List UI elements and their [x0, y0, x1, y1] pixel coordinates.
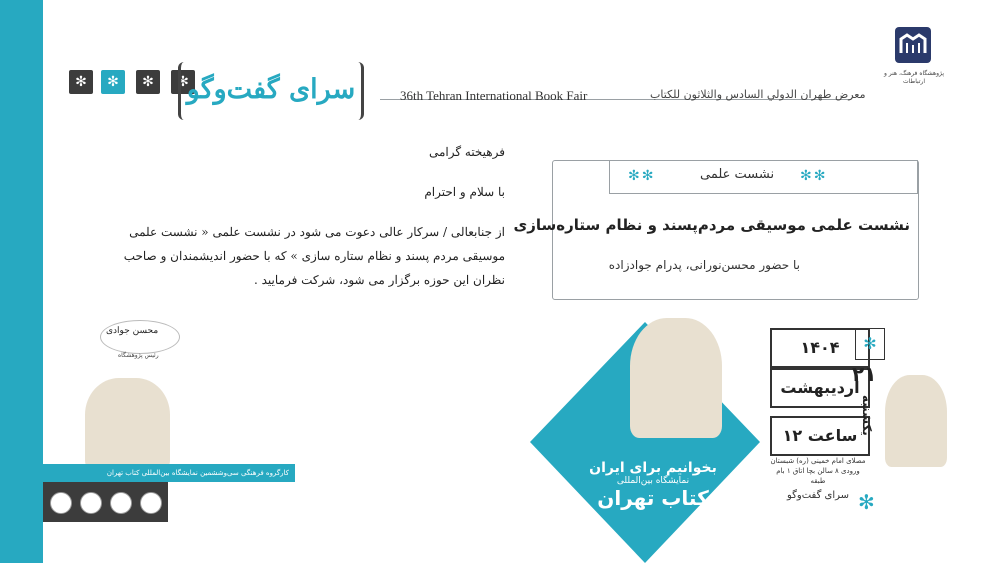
snowflake-icon: ✻✻ — [628, 168, 656, 184]
partner-logo-icon — [80, 492, 102, 514]
left-accent-bar — [0, 0, 43, 563]
event-tag: نشست علمی — [700, 167, 775, 182]
letter-body: از جنابعالی / سرکار عالی دعوت می شود در نشست علمی « نشست علمی موسیقی مردم پسند و نظام ستاره سازی » که با حضور اندیشمندان و صاحب نظران این حوزه برگزار می شود، شرکت فرمایید . — [123, 225, 505, 287]
slogan-line2: نمایشگاه بین‌المللی — [616, 476, 690, 486]
invitation-letter — [105, 140, 505, 308]
snowflake-icon: ✻ — [858, 490, 877, 514]
snowflake-icon: ✻ — [101, 70, 125, 94]
event-venue: مصلای امام خمینی (ره) شبستان ورودی ۸ سالن بچا اتاق ۱ بام طبقه — [770, 457, 866, 485]
event-speakers: با حضور محسن‌نورانی، پدرام جوادزاده — [608, 258, 800, 272]
time-box: ساعت ۱۲ — [770, 416, 870, 456]
fair-title-english: 36th Tehran International Book Fair — [400, 88, 588, 103]
signature-title: رئیس پژوهشگاه — [118, 352, 159, 359]
miniature-figure-right — [885, 375, 947, 467]
fair-title-persian: معرض طهران الدولي السادس والثلاثون للكتاب — [650, 88, 866, 101]
logo-caption: پژوهشگاه فرهنگ، هنر و ارتباطات — [883, 70, 945, 85]
institute-logo-icon — [893, 25, 933, 65]
miniature-figures — [85, 378, 170, 470]
footer-strip: کارگروه فرهنگی سی‌وششمین نمایشگاه بین‌المللی کتاب تهران — [43, 464, 295, 482]
event-salon: سرای گفت‌وگو — [786, 490, 850, 501]
snowflake-icon: ✻ — [855, 328, 885, 360]
snowflake-icon: ✻ — [171, 70, 195, 94]
year-box: ۱۴۰۴ — [770, 328, 870, 368]
weekday: یکشنبه — [860, 395, 874, 436]
partner-logo-icon — [110, 492, 132, 514]
snowflake-icon: ✻✻ — [800, 168, 828, 184]
partner-logo-icon — [140, 492, 162, 514]
slogan-line3: کتاب تهران — [597, 486, 709, 510]
slogan-line1: بخوانیم برای ایران — [589, 460, 717, 476]
event-title: نشست علمی موسیقی مردم‌پسند و نظام ستاره‌سازی — [513, 216, 910, 234]
miniature-painting — [630, 318, 722, 438]
brand-logo — [178, 62, 364, 120]
signature: محسن جوادی — [106, 326, 159, 336]
letter-greeting: فرهیخته گرامی — [428, 145, 505, 159]
letter-salutation: با سلام و احترام — [424, 185, 505, 199]
partner-logo-icon — [50, 492, 72, 514]
snowflake-icon: ✻ — [69, 70, 93, 94]
fair-slogan — [588, 460, 718, 510]
snowflake-icon: ✻ — [136, 70, 160, 94]
day-number: ۲۱ — [852, 362, 877, 386]
brand-title: سرای گفت‌وگو — [186, 74, 356, 105]
month-box: اردیبهشت — [770, 368, 870, 408]
